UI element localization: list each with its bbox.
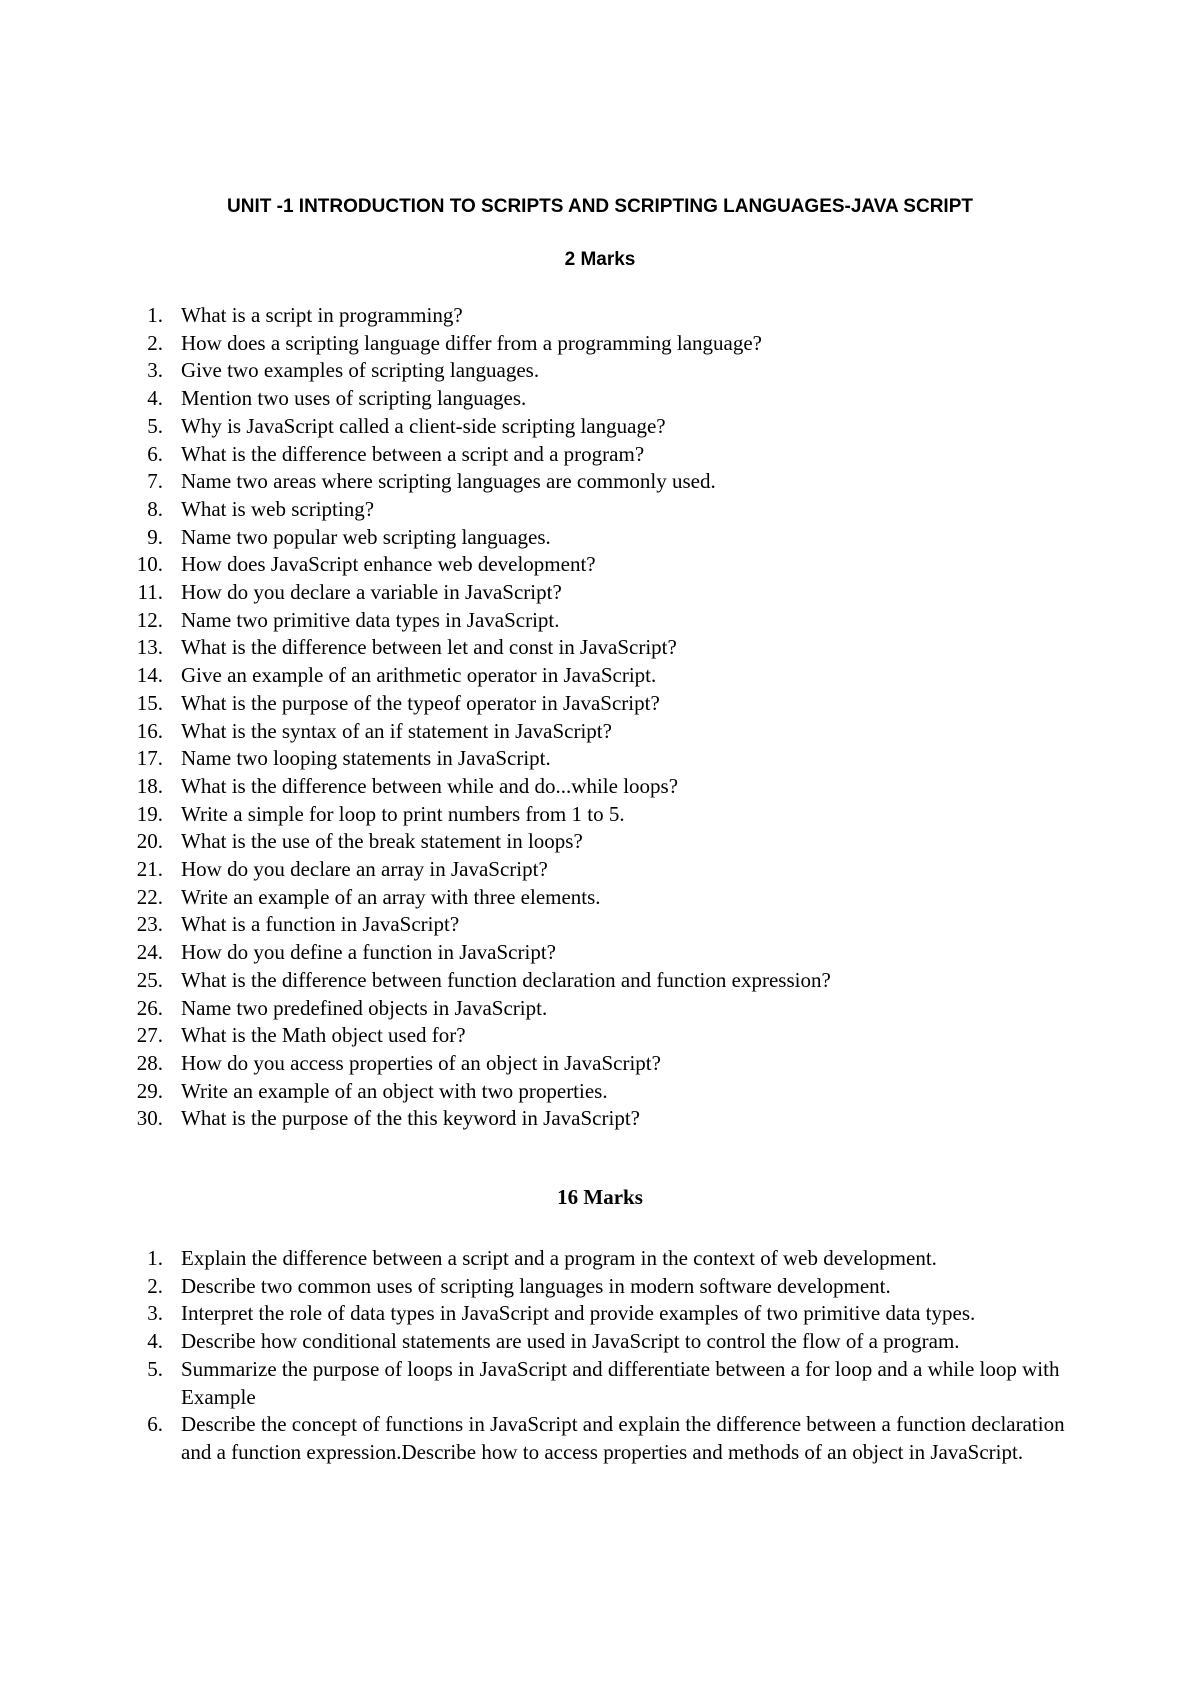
question-text: What is web scripting?: [181, 496, 375, 521]
question-text: Write an example of an object with two properties.: [181, 1078, 608, 1103]
question-number: 29.: [136, 1078, 163, 1103]
question-number: 12.: [136, 607, 163, 632]
question-text: What is a script in programming?: [181, 303, 463, 327]
question-text: What is the syntax of an if statement in JavaScript?: [181, 718, 612, 743]
question-item: [0, 745, 1200, 773]
question-number: 18.: [136, 773, 163, 798]
question-number: 4.: [147, 386, 163, 411]
question-number: 3.: [147, 1301, 163, 1326]
question-number: 5.: [147, 413, 163, 438]
question-item: [0, 1300, 1200, 1328]
question-text: Describe the concept of functions in JavaScript and explain the difference between a function declaration and a function expression.Describe how to access properties and methods of an object in JavaScript.: [181, 1412, 1065, 1464]
question-number: 19.: [136, 801, 163, 826]
question-item: [0, 1105, 1200, 1133]
question-text: How do you declare a variable in JavaScript?: [181, 580, 562, 605]
question-text: Name two looping statements in JavaScript.: [181, 746, 551, 771]
question-text: What is the Math object used for?: [181, 1023, 466, 1048]
question-text: Interpret the role of data types in JavaScript and provide examples of two primitive data types.: [181, 1301, 976, 1326]
question-text: How do you declare an array in JavaScript?: [181, 857, 548, 882]
question-item: [0, 1411, 1200, 1466]
question-text: Name two popular web scripting languages.: [181, 524, 551, 549]
question-number: 4.: [147, 1329, 163, 1354]
question-number: 23.: [136, 912, 163, 937]
question-item: [0, 413, 1200, 441]
question-number: 14.: [136, 663, 163, 688]
question-number: 25.: [136, 967, 163, 992]
question-item: [0, 967, 1200, 995]
question-number: 9.: [147, 524, 163, 549]
question-text: How does a scripting language differ from a programming language?: [181, 330, 763, 355]
question-item: [0, 1022, 1200, 1050]
question-item: [0, 524, 1200, 552]
question-number: 17.: [136, 746, 163, 771]
question-item: [0, 607, 1200, 635]
question-number: 1.: [147, 1246, 163, 1270]
question-item: [0, 579, 1200, 607]
section-heading-2-marks: 2 Marks: [564, 249, 636, 270]
question-text: Mention two uses of scripting languages.: [181, 386, 527, 411]
question-text: Explain the difference between a script and a program in the context of web development.: [181, 1246, 937, 1270]
question-text: Write a simple for loop to print numbers from 1 to 5.: [181, 801, 625, 826]
question-number: 28.: [136, 1050, 163, 1075]
question-number: 26.: [136, 995, 163, 1020]
page-title: UNIT -1 INTRODUCTION TO SCRIPTS AND SCRIPTING LANGUAGES-JAVA SCRIPT: [227, 196, 973, 217]
question-number: 21.: [136, 857, 163, 882]
question-item: [0, 939, 1200, 967]
question-number: 27.: [136, 1023, 163, 1048]
question-number: 13.: [136, 635, 163, 660]
question-number: 24.: [136, 940, 163, 965]
question-item: [0, 1356, 1200, 1411]
question-item: [0, 662, 1200, 690]
question-number: 6.: [147, 441, 163, 466]
question-text: What is a function in JavaScript?: [181, 912, 460, 937]
question-text: Describe two common uses of scripting languages in modern software development.: [181, 1273, 891, 1298]
question-text: What is the difference between while and do...while loops?: [181, 773, 679, 798]
question-text: How do you define a function in JavaScript?: [181, 940, 556, 965]
question-number: 2.: [147, 1273, 163, 1298]
question-text: Name two predefined objects in JavaScript.: [181, 995, 548, 1020]
question-number: 30.: [136, 1106, 163, 1131]
question-number: 16.: [136, 718, 163, 743]
question-item: [0, 1245, 1200, 1273]
question-item: [0, 1078, 1200, 1106]
question-number: 7.: [147, 469, 163, 494]
question-number: 2.: [147, 330, 163, 355]
question-text: Summarize the purpose of loops in JavaScript and differentiate between a for loop and a while loop with Example: [181, 1356, 1060, 1409]
question-item: [0, 690, 1200, 718]
question-list-2-marks: [0, 302, 1200, 1133]
question-text: Name two areas where scripting languages are commonly used.: [181, 469, 716, 494]
question-text: Describe how conditional statements are used in JavaScript to control the flow of a program.: [181, 1329, 960, 1354]
question-number: 3.: [147, 358, 163, 383]
question-number: 22.: [136, 884, 163, 909]
question-text: How does JavaScript enhance web development?: [181, 552, 596, 577]
question-item: [0, 884, 1200, 912]
question-text: What is the purpose of the this keyword in JavaScript?: [181, 1106, 640, 1131]
question-text: Name two primitive data types in JavaScript.: [181, 607, 560, 632]
question-number: 20.: [136, 829, 163, 854]
question-item: [0, 441, 1200, 469]
question-item: [0, 801, 1200, 829]
question-item: [0, 1328, 1200, 1356]
question-text: Why is JavaScript called a client-side scripting language?: [181, 413, 666, 438]
question-item: [0, 357, 1200, 385]
question-text: What is the purpose of the typeof operator in JavaScript?: [181, 690, 660, 715]
question-text: How do you access properties of an object in JavaScript?: [181, 1050, 661, 1075]
question-item: [0, 468, 1200, 496]
question-number: 10.: [136, 552, 163, 577]
question-item: [0, 773, 1200, 801]
question-text: What is the difference between a script and a program?: [181, 441, 645, 466]
question-item: [0, 302, 1200, 330]
question-item: [0, 856, 1200, 884]
section-heading-16-marks: 16 Marks: [557, 1185, 643, 1209]
question-item: [0, 330, 1200, 358]
question-item: [0, 385, 1200, 413]
question-number: 11.: [137, 580, 163, 605]
question-text: Give two examples of scripting languages.: [181, 358, 540, 383]
question-number: 5.: [147, 1356, 163, 1381]
question-item: [0, 911, 1200, 939]
question-text: What is the use of the break statement in loops?: [181, 829, 583, 854]
question-list-16-marks: [0, 1245, 1200, 1467]
question-item: [0, 551, 1200, 579]
question-number: 1.: [147, 303, 163, 327]
question-item: [0, 828, 1200, 856]
question-item: [0, 1050, 1200, 1078]
question-number: 8.: [147, 496, 163, 521]
question-item: [0, 496, 1200, 524]
question-number: 6.: [147, 1412, 163, 1437]
question-text: What is the difference between function declaration and function expression?: [181, 967, 831, 992]
question-item: [0, 995, 1200, 1023]
question-item: [0, 634, 1200, 662]
question-text: Write an example of an array with three elements.: [181, 884, 601, 909]
question-text: What is the difference between let and const in JavaScript?: [181, 635, 677, 660]
question-item: [0, 1273, 1200, 1301]
question-text: Give an example of an arithmetic operator in JavaScript.: [181, 663, 657, 688]
question-number: 15.: [136, 690, 163, 715]
question-item: [0, 718, 1200, 746]
